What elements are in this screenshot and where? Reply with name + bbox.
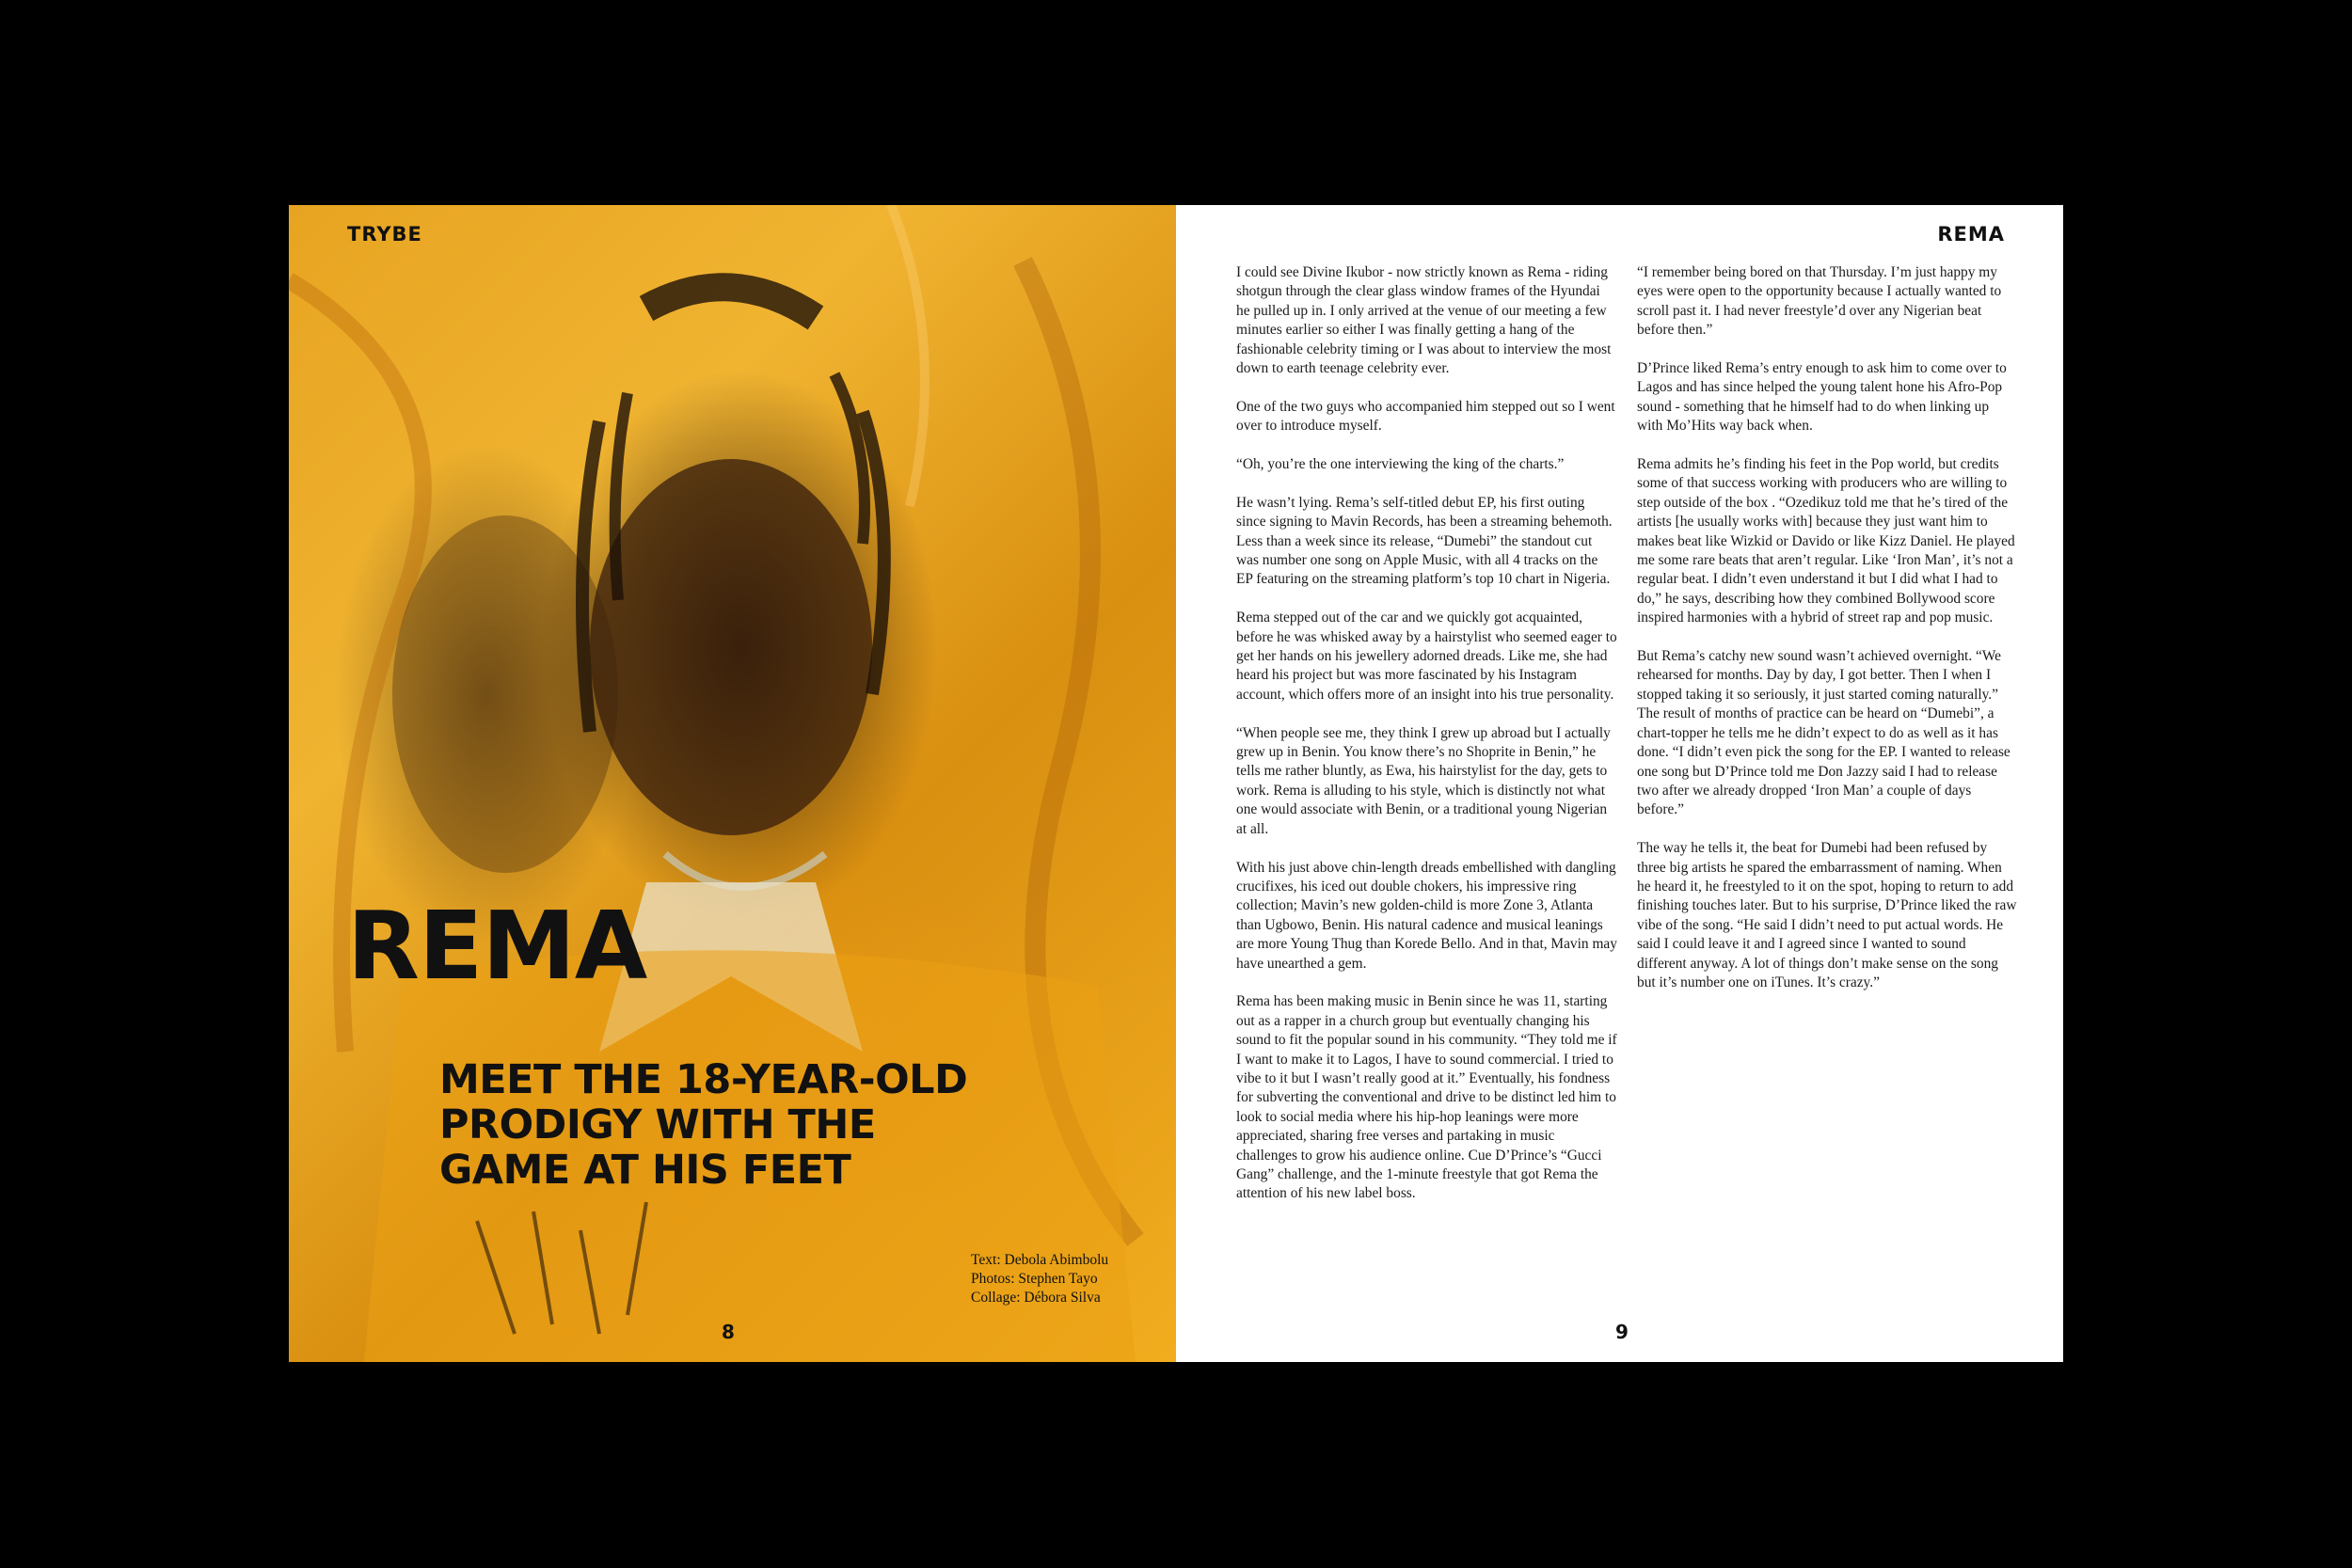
credits — [971, 1251, 1108, 1307]
page-number-right: 9 — [1615, 1321, 1629, 1343]
credit-photos: Photos: Stephen Tayo — [971, 1271, 1098, 1287]
subhead-line: GAME AT HIS FEET — [439, 1147, 851, 1194]
paragraph: “I remember being bored on that Thursday. I’m just happy my eyes were open to the opportunity because I actually wanted to scroll past it. I had never freestyle’d over any Nigerian beat before then.” — [1637, 264, 2002, 339]
paragraph: With his just above chin-length dreads embellished with dangling crucifixes, his iced out double chokers, his impressive ring collection; Mavin’s new golden-child is more Zone 3, Atlanta than Ugbowo, Benin. His natural cadence and musical leanings are more Young Thug than Korede Bello. And in that, Mavin may have unearthed a gem. — [1236, 859, 1617, 972]
article-title: REMA — [347, 891, 647, 1001]
text-column-1 — [1236, 263, 1617, 1223]
magazine-name: TRYBE — [347, 223, 422, 245]
left-page — [289, 205, 1176, 1362]
subhead-line: MEET THE 18-YEAR-OLD — [439, 1056, 968, 1103]
text-column-2 — [1637, 263, 2018, 1012]
paragraph: Rema stepped out of the car and we quickly got acquainted, before he was whisked away by a hairstylist who seemed eager to get her hands on his jewellery adorned dreads. Like me, she had heard his project but was more fascinated by his Instagram account, which offers more of an insight into his true personality. — [1236, 610, 1617, 703]
subhead-line: PRODIGY WITH THE — [439, 1101, 876, 1148]
paragraph: The way he tells it, the beat for Dumebi had been refused by three big artists he spared the embarrassment of naming. When he heard it, he freestyled to it on the spot, hoping to return to add finishing touches later. But to his surprise, D’Prince liked the raw vibe of the song. “He said I didn’t need to put actual words. He said I could leave it and I agreed since I wanted to sound different anyway. A lot of things don’t make sense on the song but it’s number one on iTunes. It’s crazy.” — [1637, 840, 2017, 990]
section-title: REMA — [1937, 223, 2005, 245]
credit-collage: Collage: Débora Silva — [971, 1290, 1101, 1306]
paragraph: Rema has been making music in Benin since he was 11, starting out as a rapper in a church group but eventually changing his sound to fit the popular sound in his community. “They told me if I want to make it to Lagos, I have to sound commercial. I tried to vibe to it but I wasn’t really good at it.” Eventually, his fondness for subverting the conventional and drive to be distinct led him to look to social media where his hip-hop leanings were more appreciated, sharing free verses and partaking in music challenges to grow his audience online. Cue D’Prince’s “Gucci Gang” challenge, and the 1-minute freestyle that got Rema the attention of his new label boss. — [1236, 993, 1617, 1202]
article-subhead — [439, 1057, 1098, 1193]
paragraph: But Rema’s catchy new sound wasn’t achieved overnight. “We rehearsed for months. Day by day, I got better. Then I when I stopped taking it so seriously, it just started coming naturally.” The result of months of practice can be heard on “Dumebi”, a chart-topper he tells me he didn’t expect to do as well as it has done. “I didn’t even pick the song for the EP. I wanted to release one song but D’Prince told me Don Jazzy said I had to release two after we already dropped ‘Iron Man’ a couple of days before.” — [1637, 648, 2010, 818]
paragraph: “Oh, you’re the one interviewing the king of the charts.” — [1236, 456, 1565, 473]
paragraph: Rema admits he’s finding his feet in the Pop world, but credits some of that success working with producers who are willing to step outside of the box . “Ozedikuz told me that he’s tired of the artists [he usually works with] because they just want him to makes beat like Wizkid or Davido or like Kizz Daniel. He played me some rare beats that aren’t regular. Like ‘Iron Man’, it’s not a regular beat. I didn’t even understand it but I did what I had to do,” he says, describing how they combined Bollywood score inspired harmonies with a hybrid of street rap and pop music. — [1637, 456, 2015, 626]
paragraph: One of the two guys who accompanied him stepped out so I went over to introduce myself. — [1236, 398, 1615, 435]
magazine-spread — [289, 205, 2063, 1362]
paragraph: He wasn’t lying. Rema’s self-titled debut EP, his first outing since signing to Mavin Records, has been a streaming behemoth. Less than a week since its release, “Dumebi” the standout cut was number one song on Apple Music, with all 4 tracks on the EP featuring on the streaming platform’s top 10 chart in Nigeria. — [1236, 494, 1613, 588]
credit-text: Text: Debola Abimbolu — [971, 1252, 1109, 1268]
right-page — [1176, 205, 2063, 1362]
paragraph: “When people see me, they think I grew up abroad but I actually grew up in Benin. You know there’s no Shoprite in Benin,” he tells me rather bluntly, as Ewa, his hairstylist for the day, gets to work. Rema is alluding to his style, which is distinctly not what one would associate with Benin, or a traditional young Nigerian at all. — [1236, 724, 1611, 837]
paragraph: I could see Divine Ikubor - now strictly known as Rema - riding shotgun through the clear glass window frames of the Hyundai he pulled up in. I only arrived at the venue of our meeting a few minutes earlier so either I was finally getting a hang of the fashionable celebrity timing or I was about to interview the most down to earth teenage celebrity ever. — [1236, 264, 1612, 377]
page-number-left: 8 — [722, 1321, 735, 1343]
paragraph: D’Prince liked Rema’s entry enough to ask him to come over to Lagos and has since helped the young talent hone his Afro-Pop sound - something that he himself had to do when linking up with Mo’Hits way back when. — [1637, 360, 2007, 435]
